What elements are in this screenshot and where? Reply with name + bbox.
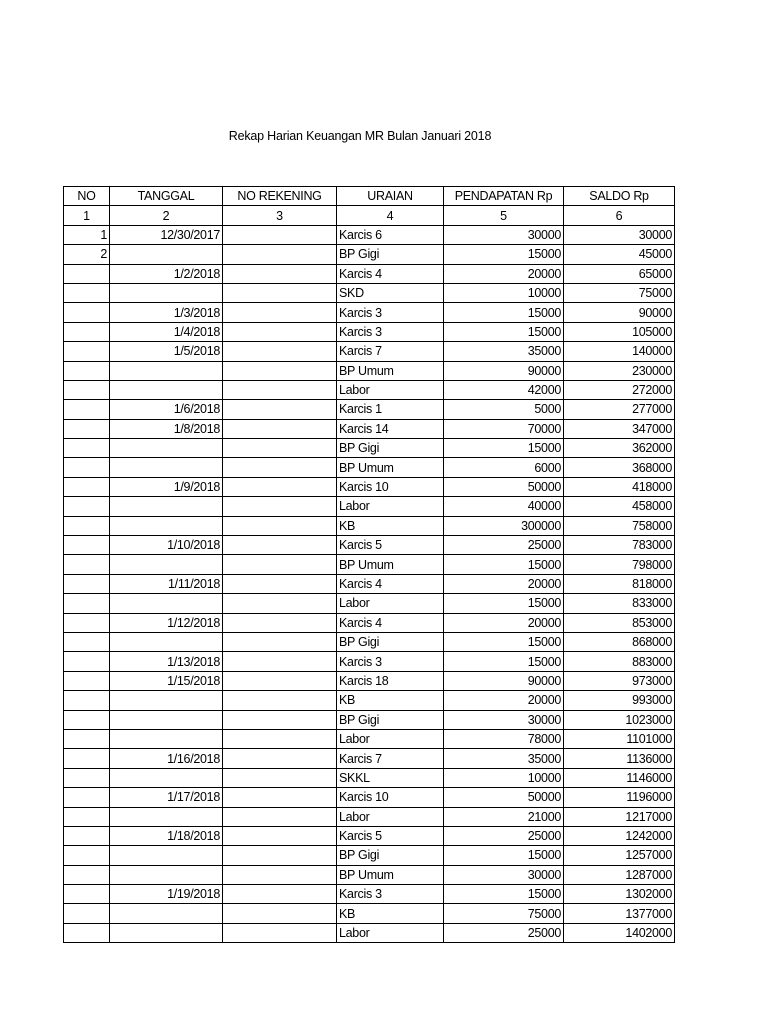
cell-tanggal bbox=[110, 555, 223, 574]
cell-no-rekening bbox=[223, 613, 337, 632]
cell-pendapatan: 300000 bbox=[444, 516, 564, 535]
cell-no-rekening bbox=[223, 710, 337, 729]
cell-pendapatan: 10000 bbox=[444, 768, 564, 787]
cell-tanggal bbox=[110, 632, 223, 651]
cell-uraian: Karcis 6 bbox=[337, 225, 444, 244]
table-row bbox=[64, 710, 675, 729]
cell-tanggal: 1/4/2018 bbox=[110, 322, 223, 341]
cell-pendapatan: 15000 bbox=[444, 322, 564, 341]
table-row bbox=[64, 846, 675, 865]
column-number: 2 bbox=[110, 206, 223, 225]
cell-uraian: BP Gigi bbox=[337, 245, 444, 264]
cell-uraian: BP Gigi bbox=[337, 439, 444, 458]
table-row bbox=[64, 594, 675, 613]
cell-pendapatan: 15000 bbox=[444, 555, 564, 574]
cell-no-rekening bbox=[223, 536, 337, 555]
table-row bbox=[64, 400, 675, 419]
cell-no bbox=[64, 458, 110, 477]
cell-tanggal bbox=[110, 516, 223, 535]
cell-tanggal: 1/6/2018 bbox=[110, 400, 223, 419]
table-row bbox=[64, 322, 675, 341]
table-row bbox=[64, 497, 675, 516]
cell-no-rekening bbox=[223, 264, 337, 283]
table-row bbox=[64, 458, 675, 477]
cell-uraian: Labor bbox=[337, 923, 444, 942]
cell-uraian: KB bbox=[337, 904, 444, 923]
table-row bbox=[64, 729, 675, 748]
cell-no bbox=[64, 574, 110, 593]
cell-tanggal: 1/11/2018 bbox=[110, 574, 223, 593]
cell-no bbox=[64, 846, 110, 865]
cell-uraian: BP Umum bbox=[337, 361, 444, 380]
cell-saldo: 418000 bbox=[564, 477, 675, 496]
cell-tanggal bbox=[110, 497, 223, 516]
cell-uraian: KB bbox=[337, 691, 444, 710]
cell-pendapatan: 15000 bbox=[444, 652, 564, 671]
table-row bbox=[64, 613, 675, 632]
cell-uraian: SKD bbox=[337, 283, 444, 302]
cell-uraian: Karcis 10 bbox=[337, 477, 444, 496]
cell-no-rekening bbox=[223, 749, 337, 768]
cell-pendapatan: 50000 bbox=[444, 477, 564, 496]
cell-uraian: Karcis 3 bbox=[337, 303, 444, 322]
cell-no bbox=[64, 807, 110, 826]
cell-tanggal bbox=[110, 691, 223, 710]
cell-pendapatan: 35000 bbox=[444, 342, 564, 361]
table-row bbox=[64, 574, 675, 593]
cell-tanggal bbox=[110, 439, 223, 458]
cell-tanggal: 1/15/2018 bbox=[110, 671, 223, 690]
cell-no-rekening bbox=[223, 574, 337, 593]
cell-uraian: BP Gigi bbox=[337, 632, 444, 651]
cell-tanggal: 1/19/2018 bbox=[110, 885, 223, 904]
cell-pendapatan: 20000 bbox=[444, 574, 564, 593]
cell-no-rekening bbox=[223, 555, 337, 574]
cell-pendapatan: 25000 bbox=[444, 923, 564, 942]
cell-pendapatan: 5000 bbox=[444, 400, 564, 419]
cell-saldo: 1217000 bbox=[564, 807, 675, 826]
cell-saldo: 1101000 bbox=[564, 729, 675, 748]
header-tanggal: TANGGAL bbox=[110, 187, 223, 206]
table-row bbox=[64, 303, 675, 322]
cell-uraian: Karcis 4 bbox=[337, 264, 444, 283]
cell-saldo: 362000 bbox=[564, 439, 675, 458]
cell-pendapatan: 15000 bbox=[444, 303, 564, 322]
cell-no-rekening bbox=[223, 439, 337, 458]
cell-no-rekening bbox=[223, 361, 337, 380]
cell-no-rekening bbox=[223, 768, 337, 787]
table-row bbox=[64, 283, 675, 302]
table-row bbox=[64, 865, 675, 884]
cell-uraian: Karcis 3 bbox=[337, 885, 444, 904]
cell-tanggal bbox=[110, 710, 223, 729]
cell-saldo: 973000 bbox=[564, 671, 675, 690]
cell-tanggal: 1/9/2018 bbox=[110, 477, 223, 496]
header-saldo: SALDO Rp bbox=[564, 187, 675, 206]
column-number: 4 bbox=[337, 206, 444, 225]
cell-no-rekening bbox=[223, 245, 337, 264]
cell-saldo: 230000 bbox=[564, 361, 675, 380]
recap-table bbox=[63, 186, 675, 943]
cell-tanggal: 12/30/2017 bbox=[110, 225, 223, 244]
table-row bbox=[64, 788, 675, 807]
table-row bbox=[64, 477, 675, 496]
cell-uraian: Karcis 7 bbox=[337, 342, 444, 361]
cell-uraian: Karcis 4 bbox=[337, 574, 444, 593]
cell-uraian: SKKL bbox=[337, 768, 444, 787]
cell-pendapatan: 21000 bbox=[444, 807, 564, 826]
table-row bbox=[64, 904, 675, 923]
cell-tanggal bbox=[110, 283, 223, 302]
table-row bbox=[64, 826, 675, 845]
table-row bbox=[64, 245, 675, 264]
cell-uraian: BP Umum bbox=[337, 865, 444, 884]
cell-uraian: Karcis 18 bbox=[337, 671, 444, 690]
table-row bbox=[64, 419, 675, 438]
cell-no-rekening bbox=[223, 322, 337, 341]
cell-pendapatan: 70000 bbox=[444, 419, 564, 438]
cell-no bbox=[64, 691, 110, 710]
cell-uraian: BP Umum bbox=[337, 458, 444, 477]
cell-no-rekening bbox=[223, 923, 337, 942]
cell-no bbox=[64, 264, 110, 283]
cell-uraian: Karcis 7 bbox=[337, 749, 444, 768]
cell-no bbox=[64, 594, 110, 613]
cell-saldo: 818000 bbox=[564, 574, 675, 593]
cell-no-rekening bbox=[223, 458, 337, 477]
cell-saldo: 140000 bbox=[564, 342, 675, 361]
cell-uraian: Karcis 5 bbox=[337, 536, 444, 555]
cell-pendapatan: 20000 bbox=[444, 691, 564, 710]
table-row bbox=[64, 632, 675, 651]
cell-saldo: 1287000 bbox=[564, 865, 675, 884]
cell-tanggal: 1/18/2018 bbox=[110, 826, 223, 845]
table-row bbox=[64, 749, 675, 768]
cell-uraian: Karcis 14 bbox=[337, 419, 444, 438]
cell-tanggal: 1/16/2018 bbox=[110, 749, 223, 768]
cell-tanggal: 1/5/2018 bbox=[110, 342, 223, 361]
cell-no-rekening bbox=[223, 594, 337, 613]
cell-no bbox=[64, 283, 110, 302]
cell-uraian: Labor bbox=[337, 380, 444, 399]
cell-saldo: 993000 bbox=[564, 691, 675, 710]
cell-no-rekening bbox=[223, 303, 337, 322]
cell-tanggal: 1/10/2018 bbox=[110, 536, 223, 555]
cell-no bbox=[64, 380, 110, 399]
cell-saldo: 368000 bbox=[564, 458, 675, 477]
table-row bbox=[64, 225, 675, 244]
cell-no-rekening bbox=[223, 342, 337, 361]
cell-no bbox=[64, 516, 110, 535]
cell-no bbox=[64, 342, 110, 361]
cell-pendapatan: 78000 bbox=[444, 729, 564, 748]
cell-pendapatan: 50000 bbox=[444, 788, 564, 807]
cell-no bbox=[64, 671, 110, 690]
cell-no-rekening bbox=[223, 671, 337, 690]
cell-pendapatan: 30000 bbox=[444, 865, 564, 884]
cell-tanggal bbox=[110, 923, 223, 942]
cell-no-rekening bbox=[223, 865, 337, 884]
cell-saldo: 1196000 bbox=[564, 788, 675, 807]
table-row bbox=[64, 361, 675, 380]
cell-no bbox=[64, 322, 110, 341]
cell-saldo: 1302000 bbox=[564, 885, 675, 904]
cell-uraian: Karcis 3 bbox=[337, 652, 444, 671]
cell-saldo: 1146000 bbox=[564, 768, 675, 787]
cell-saldo: 277000 bbox=[564, 400, 675, 419]
cell-no-rekening bbox=[223, 497, 337, 516]
cell-saldo: 758000 bbox=[564, 516, 675, 535]
cell-tanggal: 1/8/2018 bbox=[110, 419, 223, 438]
cell-tanggal: 1/17/2018 bbox=[110, 788, 223, 807]
cell-no-rekening bbox=[223, 788, 337, 807]
cell-saldo: 105000 bbox=[564, 322, 675, 341]
table-body bbox=[64, 225, 675, 942]
cell-no bbox=[64, 613, 110, 632]
cell-no bbox=[64, 652, 110, 671]
cell-no: 2 bbox=[64, 245, 110, 264]
column-number: 5 bbox=[444, 206, 564, 225]
cell-no bbox=[64, 419, 110, 438]
cell-tanggal: 1/12/2018 bbox=[110, 613, 223, 632]
cell-pendapatan: 90000 bbox=[444, 361, 564, 380]
cell-no-rekening bbox=[223, 652, 337, 671]
cell-saldo: 868000 bbox=[564, 632, 675, 651]
cell-no-rekening bbox=[223, 807, 337, 826]
table-row bbox=[64, 671, 675, 690]
table-row bbox=[64, 768, 675, 787]
cell-no bbox=[64, 303, 110, 322]
cell-pendapatan: 25000 bbox=[444, 826, 564, 845]
cell-saldo: 883000 bbox=[564, 652, 675, 671]
column-number: 6 bbox=[564, 206, 675, 225]
cell-uraian: BP Gigi bbox=[337, 710, 444, 729]
cell-no bbox=[64, 749, 110, 768]
cell-tanggal bbox=[110, 245, 223, 264]
cell-pendapatan: 20000 bbox=[444, 264, 564, 283]
table-row bbox=[64, 807, 675, 826]
cell-saldo: 798000 bbox=[564, 555, 675, 574]
cell-no bbox=[64, 361, 110, 380]
table-row bbox=[64, 264, 675, 283]
cell-saldo: 783000 bbox=[564, 536, 675, 555]
cell-pendapatan: 15000 bbox=[444, 594, 564, 613]
cell-saldo: 1377000 bbox=[564, 904, 675, 923]
cell-uraian: Labor bbox=[337, 729, 444, 748]
table-row bbox=[64, 652, 675, 671]
cell-saldo: 1257000 bbox=[564, 846, 675, 865]
cell-saldo: 30000 bbox=[564, 225, 675, 244]
cell-no bbox=[64, 400, 110, 419]
cell-no bbox=[64, 885, 110, 904]
header-pendapatan: PENDAPATAN Rp bbox=[444, 187, 564, 206]
cell-no-rekening bbox=[223, 283, 337, 302]
cell-no-rekening bbox=[223, 516, 337, 535]
cell-saldo: 45000 bbox=[564, 245, 675, 264]
header-no-rekening: NO REKENING bbox=[223, 187, 337, 206]
cell-no bbox=[64, 536, 110, 555]
table-row bbox=[64, 885, 675, 904]
cell-saldo: 458000 bbox=[564, 497, 675, 516]
cell-pendapatan: 42000 bbox=[444, 380, 564, 399]
cell-no-rekening bbox=[223, 632, 337, 651]
cell-no-rekening bbox=[223, 885, 337, 904]
cell-pendapatan: 75000 bbox=[444, 904, 564, 923]
cell-uraian: Karcis 1 bbox=[337, 400, 444, 419]
cell-pendapatan: 40000 bbox=[444, 497, 564, 516]
cell-pendapatan: 15000 bbox=[444, 245, 564, 264]
column-number: 1 bbox=[64, 206, 110, 225]
cell-no bbox=[64, 904, 110, 923]
cell-pendapatan: 15000 bbox=[444, 439, 564, 458]
table-row bbox=[64, 380, 675, 399]
cell-uraian: Labor bbox=[337, 807, 444, 826]
cell-pendapatan: 30000 bbox=[444, 225, 564, 244]
cell-uraian: Karcis 5 bbox=[337, 826, 444, 845]
cell-no bbox=[64, 729, 110, 748]
cell-no bbox=[64, 768, 110, 787]
cell-tanggal bbox=[110, 846, 223, 865]
cell-no bbox=[64, 923, 110, 942]
cell-no-rekening bbox=[223, 904, 337, 923]
cell-no bbox=[64, 826, 110, 845]
cell-saldo: 1402000 bbox=[564, 923, 675, 942]
cell-saldo: 833000 bbox=[564, 594, 675, 613]
cell-tanggal: 1/3/2018 bbox=[110, 303, 223, 322]
cell-pendapatan: 20000 bbox=[444, 613, 564, 632]
cell-no bbox=[64, 477, 110, 496]
cell-no-rekening bbox=[223, 826, 337, 845]
cell-tanggal bbox=[110, 865, 223, 884]
cell-tanggal bbox=[110, 361, 223, 380]
cell-no-rekening bbox=[223, 400, 337, 419]
cell-saldo: 347000 bbox=[564, 419, 675, 438]
cell-no bbox=[64, 497, 110, 516]
header-no: NO bbox=[64, 187, 110, 206]
table-row bbox=[64, 923, 675, 942]
cell-uraian: Labor bbox=[337, 594, 444, 613]
cell-saldo: 75000 bbox=[564, 283, 675, 302]
cell-tanggal bbox=[110, 380, 223, 399]
cell-pendapatan: 6000 bbox=[444, 458, 564, 477]
cell-uraian: Karcis 4 bbox=[337, 613, 444, 632]
table-row bbox=[64, 691, 675, 710]
cell-tanggal bbox=[110, 807, 223, 826]
cell-pendapatan: 15000 bbox=[444, 846, 564, 865]
cell-pendapatan: 15000 bbox=[444, 885, 564, 904]
cell-tanggal: 1/13/2018 bbox=[110, 652, 223, 671]
table-row bbox=[64, 439, 675, 458]
cell-tanggal bbox=[110, 594, 223, 613]
cell-pendapatan: 35000 bbox=[444, 749, 564, 768]
cell-no bbox=[64, 865, 110, 884]
cell-pendapatan: 15000 bbox=[444, 632, 564, 651]
cell-pendapatan: 10000 bbox=[444, 283, 564, 302]
cell-uraian: KB bbox=[337, 516, 444, 535]
cell-tanggal bbox=[110, 458, 223, 477]
cell-tanggal bbox=[110, 768, 223, 787]
cell-tanggal bbox=[110, 904, 223, 923]
header-row bbox=[64, 187, 675, 206]
cell-uraian: Labor bbox=[337, 497, 444, 516]
cell-no bbox=[64, 555, 110, 574]
cell-tanggal: 1/2/2018 bbox=[110, 264, 223, 283]
column-number-row bbox=[64, 206, 675, 225]
cell-uraian: BP Umum bbox=[337, 555, 444, 574]
cell-saldo: 1136000 bbox=[564, 749, 675, 768]
table-row bbox=[64, 555, 675, 574]
cell-saldo: 1242000 bbox=[564, 826, 675, 845]
cell-pendapatan: 90000 bbox=[444, 671, 564, 690]
cell-no bbox=[64, 710, 110, 729]
cell-saldo: 65000 bbox=[564, 264, 675, 283]
cell-no-rekening bbox=[223, 729, 337, 748]
cell-saldo: 1023000 bbox=[564, 710, 675, 729]
cell-saldo: 853000 bbox=[564, 613, 675, 632]
cell-no-rekening bbox=[223, 380, 337, 399]
document-title: Rekap Harian Keuangan MR Bulan Januari 2018 bbox=[228, 129, 492, 143]
cell-no bbox=[64, 632, 110, 651]
cell-no bbox=[64, 439, 110, 458]
cell-no: 1 bbox=[64, 225, 110, 244]
cell-tanggal bbox=[110, 729, 223, 748]
cell-no bbox=[64, 788, 110, 807]
cell-uraian: BP Gigi bbox=[337, 846, 444, 865]
cell-no-rekening bbox=[223, 419, 337, 438]
cell-pendapatan: 30000 bbox=[444, 710, 564, 729]
column-number: 3 bbox=[223, 206, 337, 225]
cell-saldo: 272000 bbox=[564, 380, 675, 399]
header-uraian: URAIAN bbox=[337, 187, 444, 206]
cell-uraian: Karcis 10 bbox=[337, 788, 444, 807]
table-row bbox=[64, 342, 675, 361]
cell-uraian: Karcis 3 bbox=[337, 322, 444, 341]
cell-pendapatan: 25000 bbox=[444, 536, 564, 555]
cell-no-rekening bbox=[223, 846, 337, 865]
table-row bbox=[64, 536, 675, 555]
cell-no-rekening bbox=[223, 477, 337, 496]
cell-no-rekening bbox=[223, 225, 337, 244]
cell-saldo: 90000 bbox=[564, 303, 675, 322]
cell-no-rekening bbox=[223, 691, 337, 710]
table-row bbox=[64, 516, 675, 535]
